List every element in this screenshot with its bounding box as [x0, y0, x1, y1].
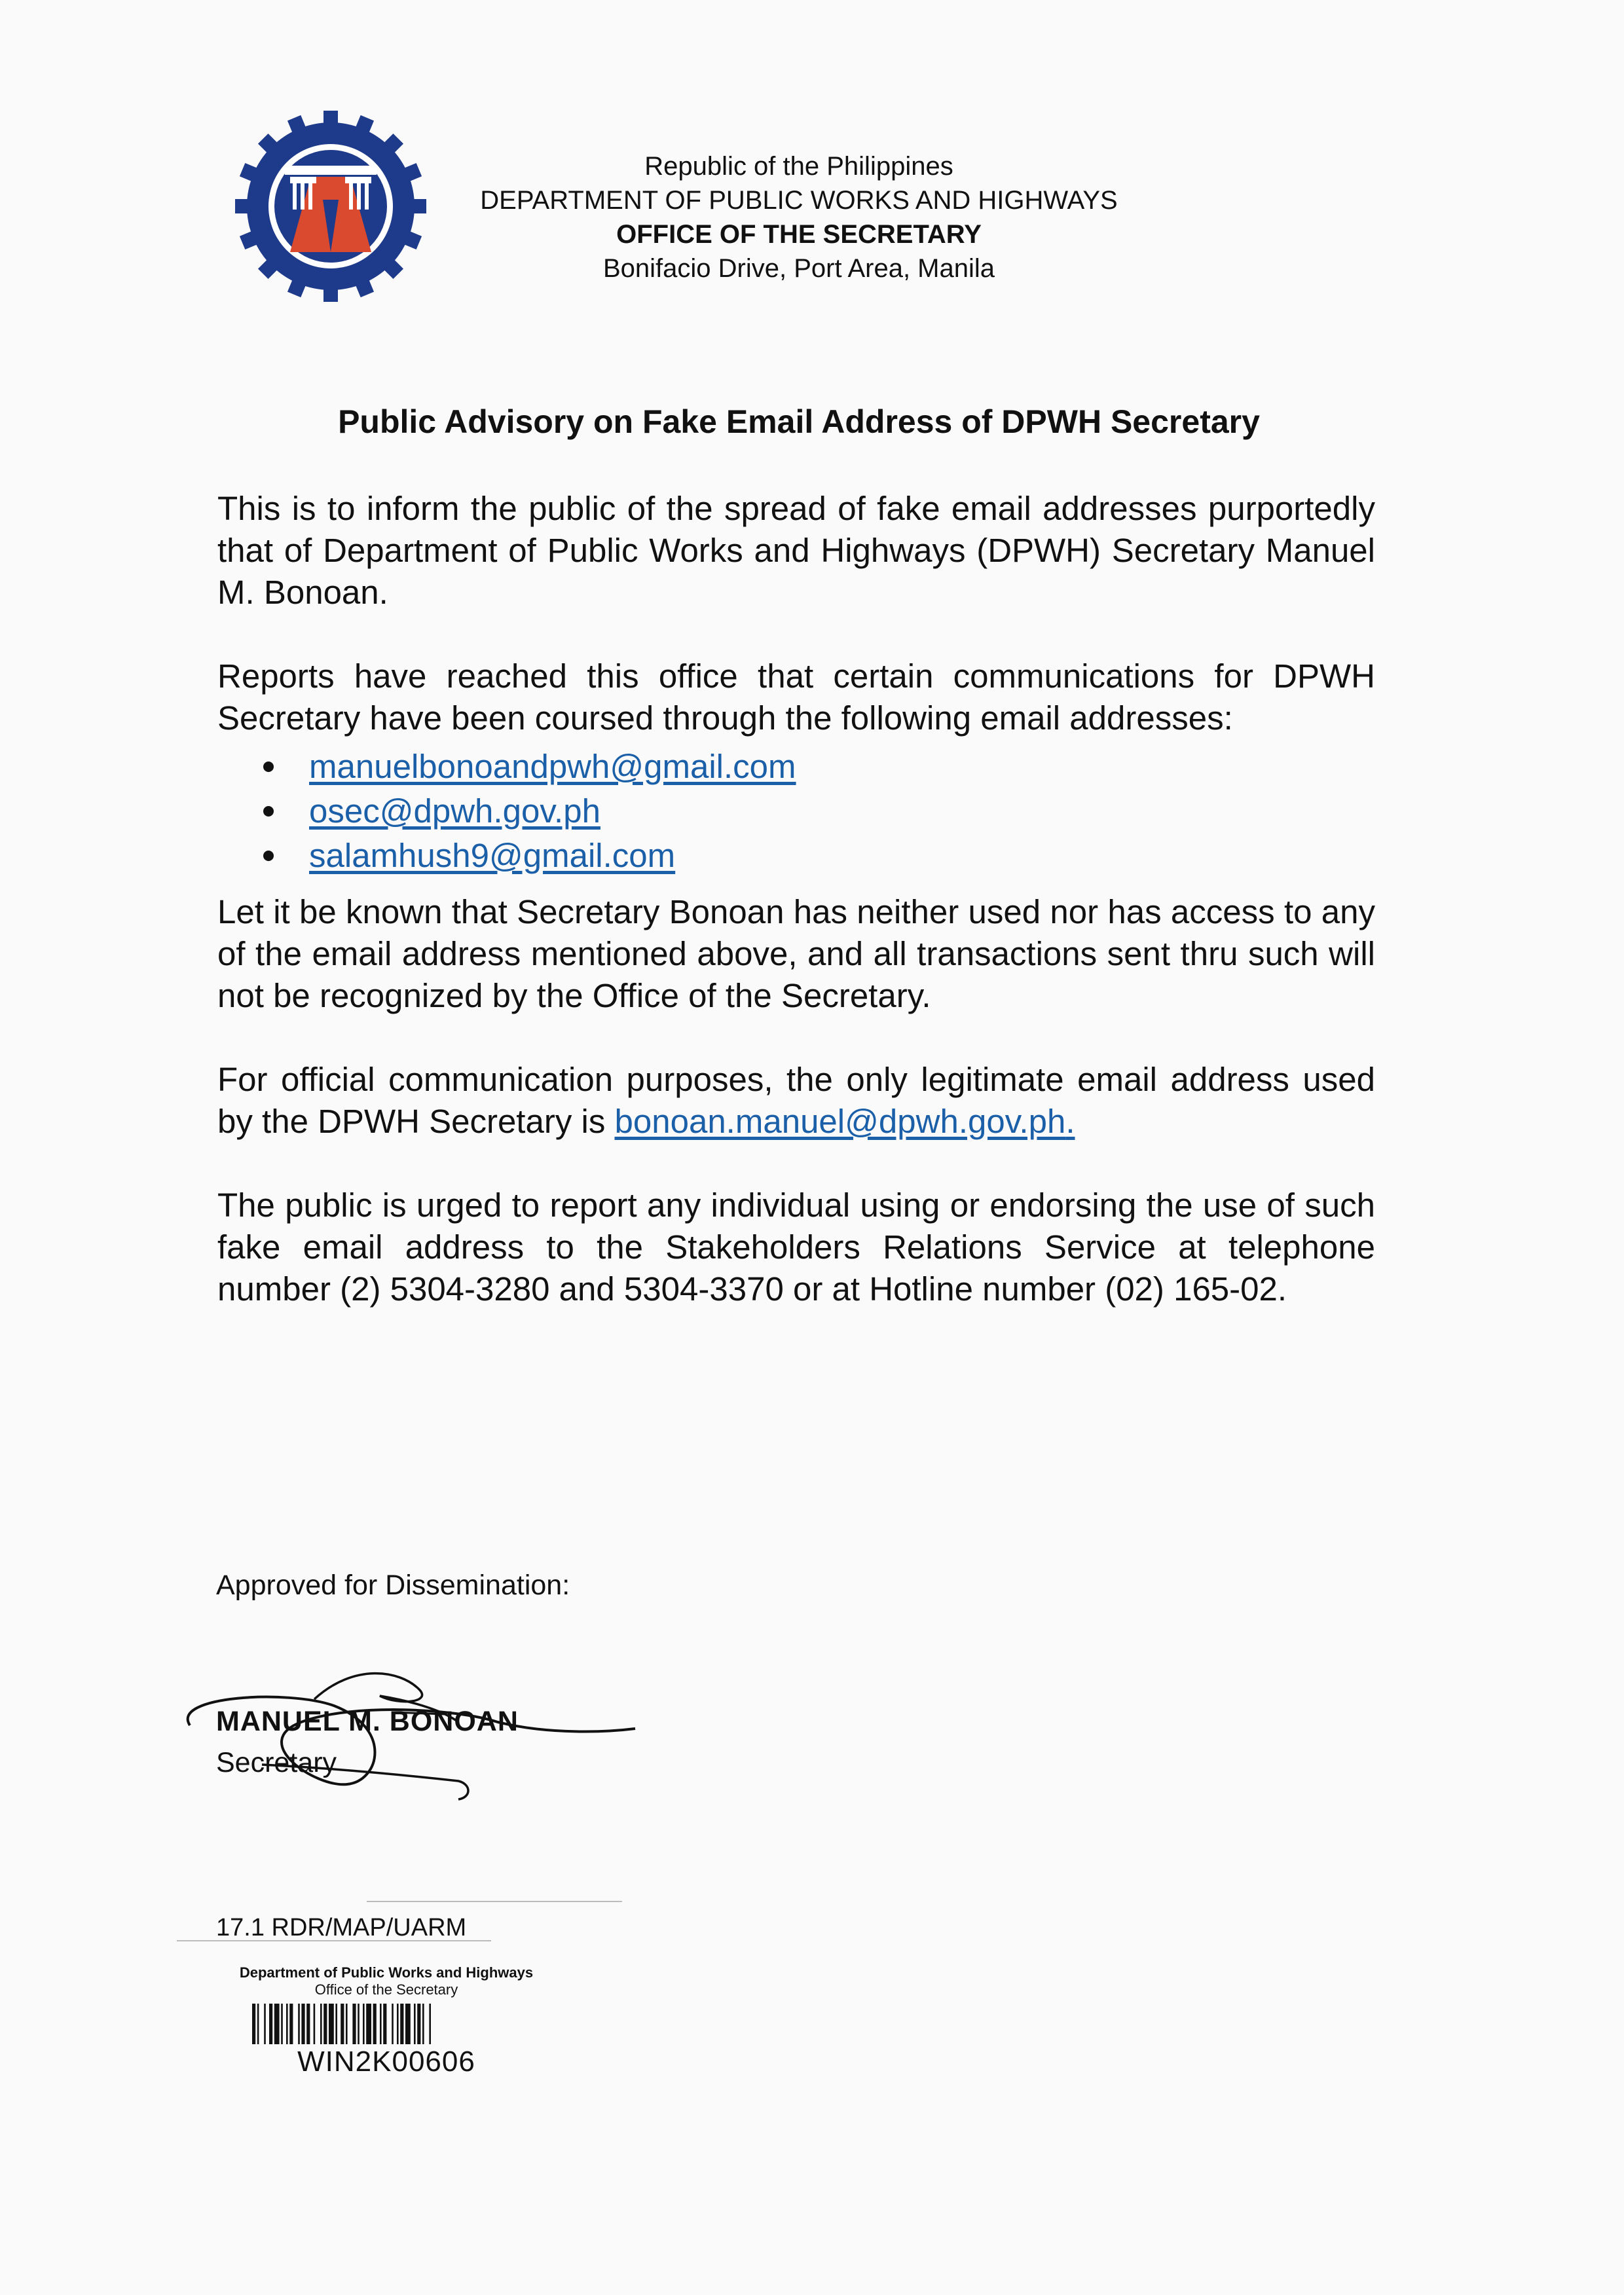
signatory-name: MANUEL M. BONOAN	[216, 1706, 519, 1737]
barcode-number: WIN2K00606	[297, 2046, 475, 2078]
barcode	[252, 2004, 521, 2044]
letterhead	[406, 149, 1192, 285]
address-line: Bonifacio Drive, Port Area, Manila	[602, 254, 995, 283]
advisory-title: Public Advisory on Fake Email Address of DPWH Secretary	[338, 403, 1260, 440]
paragraph-report: The public is urged to report any individual using or endorsing the use of such fake email address to the Stakeholders Relations Service at telephone number (2) 5304-3280 and 5304-3370 or at Hotline number (02) 165-02.	[217, 1186, 1375, 1308]
fake-email-link-3[interactable]: salamhush9@gmail.com	[309, 837, 676, 874]
divider	[367, 1901, 622, 1902]
paragraph-official	[217, 1059, 1375, 1143]
list-item	[217, 789, 1375, 834]
paragraph-reports: Reports have reached this office that certain communications for DPWH Secretary have been coursed through the following email addresses:	[217, 657, 1375, 737]
official-prefix: For official communication purposes, the only legitimate email address used by the DPWH Secretary is	[217, 1061, 1375, 1140]
fake-email-link-2[interactable]: osec@dpwh.gov.ph	[309, 792, 600, 830]
bullet-icon	[263, 851, 274, 861]
signatory-position: Secretary	[216, 1747, 337, 1778]
paragraph-intro: This is to inform the public of the spread of fake email addresses purportedly that of Department of Public Works and Highways (DPWH) Secretary Manuel M. Bonoan.	[217, 490, 1375, 611]
bullet-icon	[263, 762, 274, 772]
official-suffix: .	[1065, 1103, 1075, 1140]
office-line: OFFICE OF THE SECRETARY	[616, 220, 982, 249]
fake-email-list	[217, 744, 1375, 878]
stamp-office: Office of the Secretary	[314, 1981, 458, 1998]
stamp-department: Department of Public Works and Highways	[239, 1964, 534, 1981]
dpwh-seal-icon	[232, 108, 429, 304]
republic-line: Republic of the Philippines	[644, 152, 953, 181]
receiving-stamp	[223, 1964, 550, 2078]
paragraph-disclaimer: Let it be known that Secretary Bonoan has neither used nor has access to any of the email address mentioned above, and all transactions sent thru such will not be recognized by the Office of the Secretary.	[217, 893, 1375, 1014]
list-item	[217, 744, 1375, 789]
approval-label: Approved for Dissemination:	[216, 1570, 570, 1601]
bullet-icon	[263, 806, 274, 817]
official-email-link[interactable]: bonoan.manuel@dpwh.gov.ph	[614, 1103, 1066, 1140]
advisory-body	[217, 488, 1375, 1310]
reference-code: 17.1 RDR/MAP/UARM	[216, 1914, 467, 1941]
list-item	[217, 834, 1375, 878]
fake-email-link-1[interactable]: manuelbonoandpwh@gmail.com	[309, 748, 796, 785]
department-line: DEPARTMENT OF PUBLIC WORKS AND HIGHWAYS	[480, 186, 1118, 215]
